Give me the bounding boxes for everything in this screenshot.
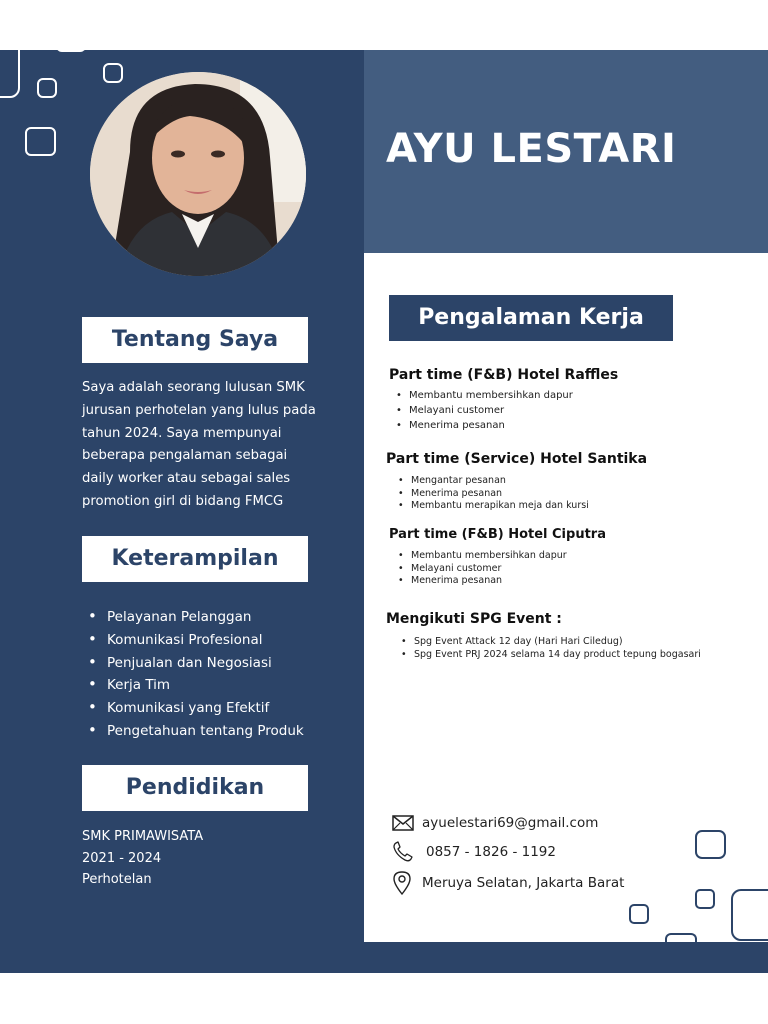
experience-item: • Melayani customer: [396, 403, 573, 418]
profile-photo: [90, 72, 306, 276]
experience-title: Part time (F&B) Hotel Raffles: [389, 367, 619, 383]
decor-square: [25, 127, 56, 156]
contact-email: [392, 815, 598, 831]
decor-square: [56, 40, 86, 52]
phone-icon: [392, 841, 416, 863]
location-pin-icon: [392, 870, 412, 896]
experience-item: • Mengantar pesanan: [398, 475, 589, 488]
experience-item: • Spg Event PRJ 2024 selama 14 day product tepung bogasari: [401, 649, 701, 662]
about-line: Saya adalah seorang lulusan SMK: [82, 380, 305, 395]
profile-photo-illustration: [90, 72, 306, 276]
experience-items: [398, 550, 567, 588]
decor-square: [0, 40, 20, 98]
decor-square: [665, 933, 697, 945]
address-text: Meruya Selatan, Jakarta Barat: [422, 875, 625, 891]
about-line: tahun 2024. Saya mempunyai: [82, 425, 282, 441]
decor-square: [103, 63, 123, 83]
experience-heading: Pengalaman Kerja: [389, 295, 673, 341]
experience-item: • Menerima pesanan: [398, 488, 589, 501]
experience-items: [401, 636, 701, 661]
contact-phone: [392, 841, 556, 863]
about-text: [82, 377, 352, 514]
decor-square: [695, 889, 715, 909]
education-details: [82, 826, 203, 891]
experience-items: [396, 388, 573, 433]
education-major: Perhotelan: [82, 872, 152, 887]
skills-heading: Keterampilan: [82, 536, 308, 582]
experience-item: • Membantu membersihkan dapur: [398, 550, 567, 563]
skill-item: • Pelayanan Pelanggan: [88, 605, 304, 628]
experience-items: [398, 475, 589, 513]
skill-item: • Pengetahuan tentang Produk: [88, 719, 304, 742]
about-heading: Tentang Saya: [82, 317, 308, 363]
decor-square: [37, 78, 57, 98]
candidate-name: AYU LESTARI: [386, 126, 677, 172]
about-line: beberapa pengalaman sebagai: [82, 448, 288, 464]
experience-title: Part time (Service) Hotel Santika: [386, 451, 648, 467]
experience-item: • Membantu membersihkan dapur: [396, 388, 573, 403]
skill-item: • Komunikasi Profesional: [88, 628, 304, 651]
education-school: SMK PRIMAWISATA: [82, 829, 204, 844]
experience-item: • Membantu merapikan meja dan kursi: [398, 500, 589, 513]
contact-address: [392, 870, 624, 896]
decor-square: [695, 830, 726, 859]
skill-item: • Kerja Tim: [88, 673, 304, 696]
envelope-icon: [392, 815, 414, 831]
about-line: jurusan perhotelan yang lulus pada: [82, 402, 316, 418]
education-years: 2021 - 2024: [82, 850, 162, 866]
decor-square: [731, 889, 768, 941]
about-line: daily worker atau sebagai sales: [82, 471, 291, 487]
experience-item: • Spg Event Attack 12 day (Hari Hari Ciledug): [401, 636, 701, 649]
experience-item: • Melayani customer: [398, 563, 567, 576]
about-line: promotion girl di bidang FMCG: [82, 493, 284, 509]
email-text: ayuelestari69@gmail.com: [422, 815, 599, 831]
experience-title: Part time (F&B) Hotel Ciputra: [389, 527, 606, 542]
skills-list: [88, 605, 304, 742]
skill-item: • Penjualan dan Negosiasi: [88, 651, 304, 674]
experience-item: • Menerima pesanan: [396, 418, 573, 433]
education-heading: Pendidikan: [82, 765, 308, 811]
phone-text: 0857 - 1826 - 1192: [426, 844, 556, 860]
decor-square: [629, 904, 649, 924]
skill-item: • Komunikasi yang Efektif: [88, 696, 304, 719]
bottom-band: [364, 942, 768, 973]
experience-title: Mengikuti SPG Event :: [386, 611, 562, 627]
experience-item: • Menerima pesanan: [398, 575, 567, 588]
